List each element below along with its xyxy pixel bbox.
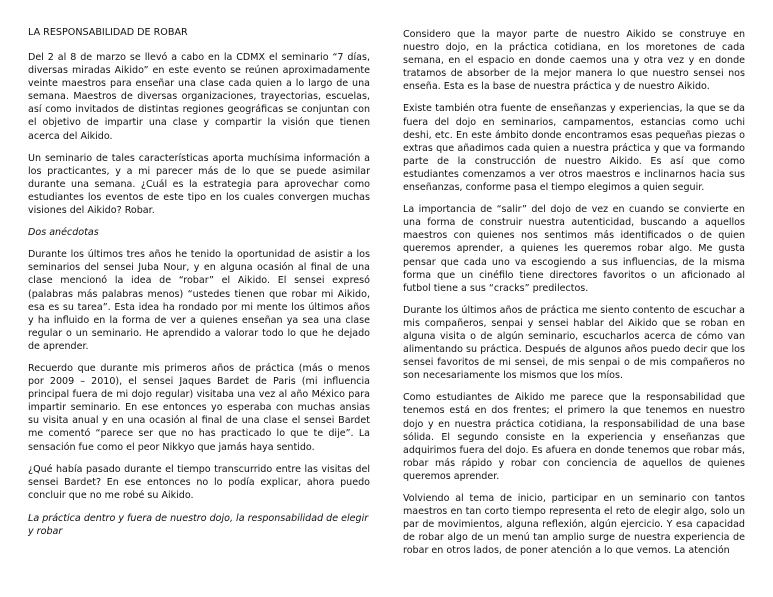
paragraph: Existe también otra fuente de enseñanzas y experiencias, la que se da fuera del dojo en seminarios, campamentos, estancias como uchi deshi, etc. En este ámbito donde encontramos esas pequeñas piezas o extras que añadimos cada quien a nuestra práctica y que va formando parte de la construcción de nuestro Aikido. Es así que como estudiantes comenzamos a ver otros maestros e inclinarnos hacia sus enseñanzas, conforme pasa el tiempo elegimos a quien seguir.	[403, 103, 745, 194]
article-title: LA RESPONSABILIDAD DE ROBAR	[28, 27, 188, 38]
section-subheading: La práctica dentro y fuera de nuestro dojo, la responsabilidad de elegir y robar	[28, 512, 369, 537]
paragraph: Durante los últimos tres años he tenido la oportunidad de asistir a los seminarios del sensei Juba Nour, y en alguna ocasión al final de una clase mencionó la idea de “robar” el Aikido. El sensei expresó (palabras más palabras menos) “ustedes tienen que robar mi Aikido, esa es su tarea”. Esta idea ha rondado por mi mente los últimos años y ha influido en la forma de ver a quienes enseñan ya sea una clase regular o un seminario. He aprendido a valorar todo lo que he dejado de aprender.	[28, 249, 370, 352]
paragraph: Volviendo al tema de inicio, participar en un seminario con tantos maestros en tan corto tiempo representa el reto de elegir algo, solo un par de movimientos, alguna reflexión, algún ejercicio. Y esa capacidad de robar algo de un menú tan amplio surge de nuestra experiencia de robar en otros lados, de poner atención a lo que vemos. La atención	[403, 493, 745, 557]
paragraph: La importancia de “salir” del dojo de vez en cuando se convierte en una forma de construir nuestra autenticidad, buscando a aquellos maestros con quienes nos sentimos más identificados o de quien queremos aprender, a quienes les queremos robar algo. Me gusta pensar que cada uno va escogiendo a sus influencias, de la misma forma que un cinéfilo tiene directores favoritos o un aficionado al futbol tiene a sus “cracks” predilectos.	[403, 204, 745, 294]
paragraph: Recuerdo que durante mis primeros años de práctica (más o menos por 2009 – 2010), el sensei Jaques Bardet de Paris (mi influencia principal fuera de mi dojo regular) visitaba una vez al año México para impartir seminario. En ese entonces yo esperaba con muchas ansias su visita anual y en una ocasión al final de una clase el sensei Bardet me comentó “parece ser que no has practicado lo que te dije”. La sensación fue como el peor Nikkyo que jamás haya sentido.	[28, 362, 370, 453]
right-column	[403, 28, 745, 557]
left-column	[28, 26, 370, 547]
paragraph: Un seminario de tales características aporta muchísima información a los practicantes, y a mi parecer más de lo que se puede asimilar durante una semana. ¿Cuál es la estrategia para aprovechar como estudiantes los eventos de este tipo en los cuales convergen muchas visiones del Aikido? Robar.	[28, 152, 370, 217]
paragraph: Durante los últimos años de práctica me siento contento de escuchar a mis compañeros, senpai y sensei hablar del Aikido que se roban en alguna visita o de algún seminario, escucharlos acerca de cómo van alimentando su práctica. Después de algunos años puedo decir que los sensei favoritos de mi sensei, de mis senpai o de mis compañeros no son necesariamente los mismos que los míos.	[403, 304, 745, 382]
section-subheading: Dos anécdotas	[28, 227, 99, 239]
paragraph: Del 2 al 8 de marzo se llevó a cabo en la CDMX el seminario “7 días, diversas miradas Aikido” en este evento se reúnen aproximadamente veinte maestros para enseñar una clase cada quien a lo largo de una semana. Maestros de diversas organizaciones, trayectorias, escuelas, así como invitados de distintas regiones geográficas se conjuntan con el objetivo de impartir una clase y compartir la visión que tienen acerca del Aikido.	[28, 52, 370, 142]
paragraph: Como estudiantes de Aikido me parece que la responsabilidad que tenemos está en dos frentes; el primero la que tenemos en nuestro dojo y en nuestra práctica cotidiana, la responsabilidad de una base sólida. El segundo consiste en la experiencia y enseñanzas que adquirimos fuera del dojo. Es afuera en donde tenemos que robar más, robar más rápido y robar con conciencia de aquellos de quienes queremos aprender.	[403, 392, 745, 482]
paragraph: Considero que la mayor parte de nuestro Aikido se construye en nuestro dojo, en la práctica cotidiana, en los moretones de cada semana, en el espacio en donde caemos una y otra vez y en donde tratamos de absorber de la mejor manera lo que nuestro sensei nos enseña. Esta es la base de nuestra práctica y de nuestro Aikido.	[403, 29, 745, 93]
paragraph: ¿Qué había pasado durante el tiempo transcurrido entre las visitas del sensei Bardet? En ese entonces no lo podía explicar, ahora puedo concluir que no me robé su Aikido.	[28, 463, 370, 501]
